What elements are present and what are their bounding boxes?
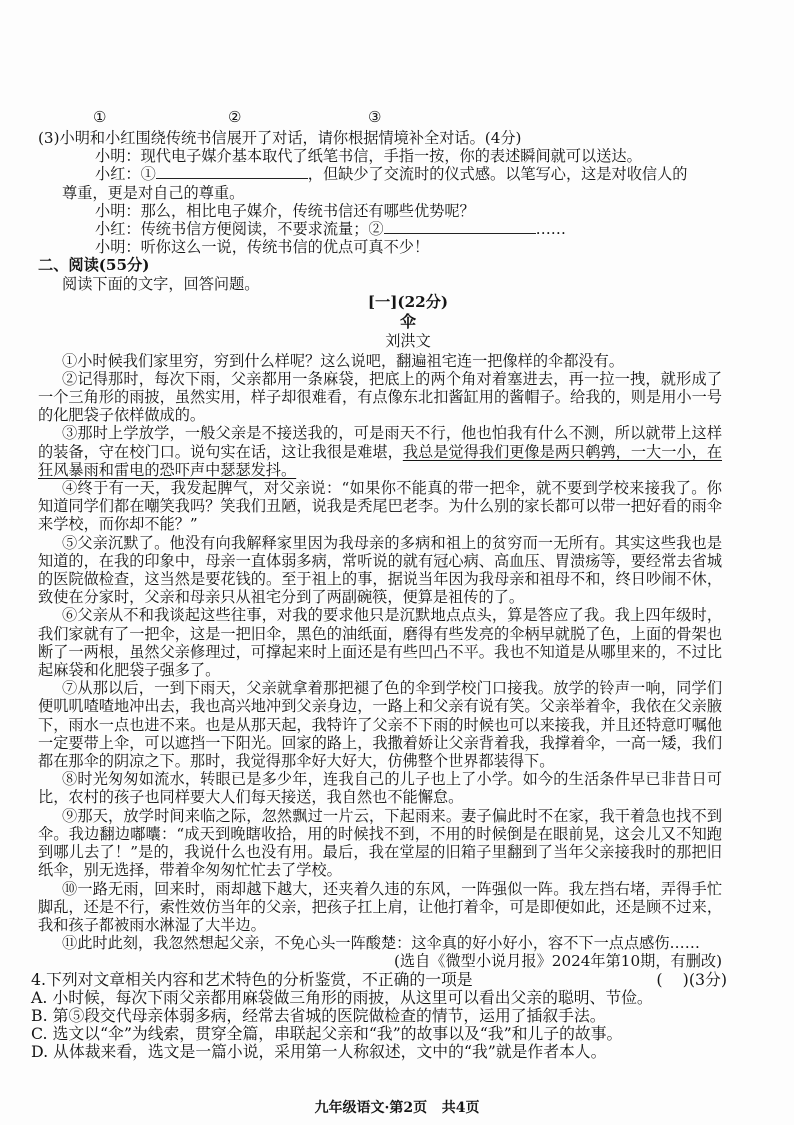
dialogue-line-4-after: ……	[535, 220, 566, 239]
paragraph-10: ⑩一路无雨，回来时，雨却越下越大，还夹着久违的东风，一阵强似一阵。我左挡右堵，弄得手忙脚乱，还是不行，索性效仿当年的父亲，把孩子扛上肩，让他打着伞，可是即便如此，还是顾不过来，我和孩子都被雨水淋湿了大半边。	[38, 879, 722, 934]
passage-title: 伞	[399, 312, 416, 332]
marker-1: ①	[93, 108, 107, 126]
dialogue-line-2	[95, 165, 722, 183]
question-4-stem: 4.下列对文章相关内容和艺术特色的分析鉴赏，不正确的一项是	[31, 969, 473, 989]
paragraph-3-text: ③那时上学放学，一般父亲是不接送我的，可是雨天不行，他也怕我有什么不测，所以就带上这样的装备，守在校门口。说句实在话，这让我很是难堪，	[38, 424, 722, 461]
option-b: B. 第⑤段交代母亲体弱多病，经常去省城的医院做检查的情节，运用了插叙手法。	[31, 1005, 606, 1025]
option-a: A. 小时候，每次下雨父亲都用麻袋做三角形的雨披，从这里可以看出父亲的聪明、节俭。	[31, 987, 653, 1007]
underlined-sentence: 我总是觉得我们更像是两只鹌鹑，一大一小，在狂风暴雨和雷电的恐吓声中瑟瑟发抖。	[38, 442, 723, 479]
paragraph-6: ⑥父亲从不和我谈起这些往事，对我的要求他只是沉默地点点头，算是答应了我。我上四年级时，我们家就有了一把伞，这是一把旧伞，黑色的油纸面，磨得有些发亮的伞柄早就脱了色，上面的骨架也断了一两根，虽然父亲修理过，可撑起来时上面还是有些凹凸不平。我也不知道是从哪里来的，不过比起麻袋和化肥袋子强多了。	[38, 606, 722, 680]
question-4-stem-row	[31, 971, 727, 989]
paragraph-11: ⑪此时此刻，我忽然想起父亲，不免心头一阵酸楚：这伞真的好小好小，容不下一点点感伤……	[62, 934, 700, 953]
paragraph-2: ②记得那时，每次下雨，父亲都用一条麻袋，把底上的两个角对着塞进去，再一拉一拽，就形成了一个三角形的雨披，虽然实用，样子却很难看，有点像东北扣酱缸用的酱帽子。给我的，则是用小一号的化肥袋子依样做成的。	[38, 369, 722, 425]
question-4	[31, 971, 727, 1062]
circled-markers-row	[0, 108, 794, 128]
marker-2: ②	[228, 108, 242, 126]
passage-part-label: [一](22分)	[367, 292, 449, 311]
dialogue-task-prompt: (3)小明和小红围绕传统书信展开了对话，请你根据情境补全对话。(4分)	[38, 129, 522, 147]
answer-blank-1[interactable]	[156, 165, 308, 179]
option-c: C. 选文以“伞”为线索，贯穿全篇，串联起父亲和“我”的故事以及“我”和儿子的故事。	[31, 1024, 623, 1044]
dialogue-line-3: 小明：那么，相比电子媒介，传统书信还有哪些优势呢？	[95, 201, 475, 220]
page-footer: 九年级语文·第2页 共4页	[314, 1100, 480, 1116]
section-instruction: 阅读下面的文字，回答问题。	[62, 274, 260, 293]
dialogue-line-2-before: 小红：①	[95, 165, 156, 184]
option-d: D. 从体裁来看，选文是一篇小说，采用第一人称叙述，文中的“我”就是作者本人。	[31, 1042, 607, 1062]
paragraph-3	[38, 424, 722, 479]
passage-author: 刘洪文	[385, 332, 431, 351]
paragraph-8: ⑧时光匆匆如流水，转眼已是多少年，连我自己的儿子也上了小学。如今的生活条件早已非昔日可比，农村的孩子也同样要大人们每天接送，我自然也不能懈怠。	[38, 770, 722, 807]
dialogue-line-4	[95, 220, 722, 238]
passage-source: (选自《微型小说月报》2024年第10期，有删改)	[393, 952, 722, 971]
marker-3: ③	[368, 108, 382, 126]
paragraph-9: ⑨那天，放学时间来临之际，忽然飘过一片云，下起雨来。妻子偏此时不在家，我干着急也找不到伞。我边翻边嘟囔：“成天到晚瞎收拾，用的时候找不到，不用的时候倒是在眼前晃，这会儿又不知跑到哪儿去了！”是的，我说什么也没有用。最后，我在堂屋的旧箱子里翻到了当年父亲接我时的那把旧纸伞，别无选择，带着伞匆匆忙忙去了学校。	[38, 806, 722, 880]
dialogue-line-2-continuation: 尊重，更是对自己的尊重。	[62, 183, 245, 202]
dialogue-line-2-after: ，但缺少了交流时的仪式感。以笔写心，这是对收信人的	[307, 165, 688, 184]
answer-blank-2[interactable]	[384, 220, 536, 234]
paragraph-1: ①小时候我们家里穷，穷到什么样呢？这么说吧，翻遍祖宅连一把像样的伞都没有。	[62, 351, 624, 370]
section-heading: 二、阅读(55分)	[38, 256, 150, 275]
dialogue-line-4-before: 小红：传统书信方便阅读，不要求流量；②	[95, 220, 384, 239]
paragraph-4: ④终于有一天，我发起脾气，对父亲说：“如果你不能真的带一把伞，就不要到学校来接我了。你知道同学们都在嘲笑我吗？笑我们丑陋，说我是秃尾巴老李。为什么别的家长都可以带一把好看的雨伞来学校，而你却不能？”	[38, 479, 722, 534]
page-content	[31, 129, 727, 1062]
answer-bracket[interactable]: ( )(3分)	[656, 969, 727, 989]
paragraph-7: ⑦从那以后，一到下雨天，父亲就拿着那把褪了色的伞到学校门口接我。放学的铃声一响，同学们便叽叽喳喳地冲出去，我也高兴地冲到父亲身边，一路上和父亲有说有笑。父亲举着伞，我依在父亲腋下，雨水一点也进不来。也是从那天起，我特许了父亲不下雨的时候也可以来接我，并且还特意叮嘱他一定要带上伞，可以遮挡一下阳光。回家的路上，我撒着娇让父亲背着我，我撑着伞，一高一矮，我们都在那伞的阴凉之下。那时，我觉得那伞好大好大，仿佛整个世界都装得下。	[38, 679, 722, 771]
dialogue-line-1: 小明：现代电子媒介基本取代了纸笔书信，手指一按，你的表述瞬间就可以送达。	[95, 147, 642, 166]
dialogue-line-5: 小明：听你这么一说，传统书信的优点可真不少！	[95, 238, 430, 257]
paragraph-5: ⑤父亲沉默了。他没有向我解释家里因为我母亲的多病和祖上的贫穷而一无所有。其实这些我也是知道的，在我的印象中，母亲一直体弱多病，常听说的就有冠心病、高血压、胃溃疡等，要经常去省城的医院做检查，这当然是要花钱的。至于祖上的事，据说当年因为我母亲和祖母不和，终日吵闹不休，致使在分家时，父亲和母亲只从祖宅分到了两副碗筷，便算是祖传的了。	[38, 533, 722, 607]
